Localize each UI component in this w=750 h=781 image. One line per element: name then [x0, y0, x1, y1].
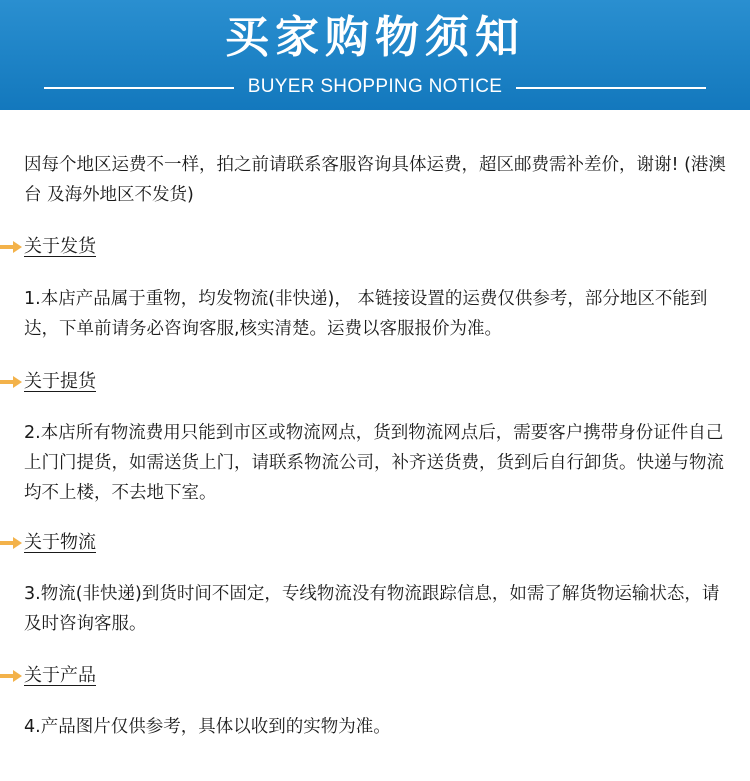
arrow-right-icon [0, 241, 22, 253]
subtitle-row [0, 74, 750, 100]
section-body-pickup: 2.本店所有物流费用只能到市区或物流网点，货到物流网点后，需要客户携带身份证件自己上门门提货，如需送货上门，请联系物流公司，补齐送货费，货到后自行卸货。快递与物流均不上楼，不去地下室。 [24, 423, 724, 503]
divider-line-right [516, 87, 706, 89]
arrow-right-icon [0, 670, 22, 682]
section-heading-logistics [0, 528, 400, 558]
page-subtitle: BUYER SHOPPING NOTICE [247, 76, 503, 97]
divider-line-left [44, 87, 234, 89]
section-heading-shipping [0, 232, 400, 262]
section-body-product: 4.产品图片仅供参考，具体以收到的实物为准。 [24, 717, 391, 737]
section-heading-product [0, 661, 400, 691]
page-title: 买家购物须知 [225, 12, 525, 63]
section-heading-pickup [0, 367, 400, 397]
section-label: 关于产品 [24, 665, 96, 686]
section-body-shipping: 1.本店产品属于重物，均发物流(非快递)， 本链接设置的运费仅供参考，部分地区不能到达，下单前请务必咨询客服,核实清楚。运费以客服报价为准。 [24, 289, 708, 339]
arrow-right-icon [0, 376, 22, 388]
section-label: 关于物流 [24, 532, 96, 553]
intro-text: 因每个地区运费不一样，拍之前请联系客服咨询具体运费，超区邮费需补差价，谢谢! (港澳台 及海外地区不发货) [24, 155, 726, 205]
arrow-right-icon [0, 537, 22, 549]
section-label: 关于发货 [24, 236, 96, 257]
section-body-logistics: 3.物流(非快递)到货时间不固定，专线物流没有物流跟踪信息，如需了解货物运输状态，请及时咨询客服。 [24, 584, 720, 634]
section-label: 关于提货 [24, 371, 96, 392]
header-banner [0, 0, 750, 110]
